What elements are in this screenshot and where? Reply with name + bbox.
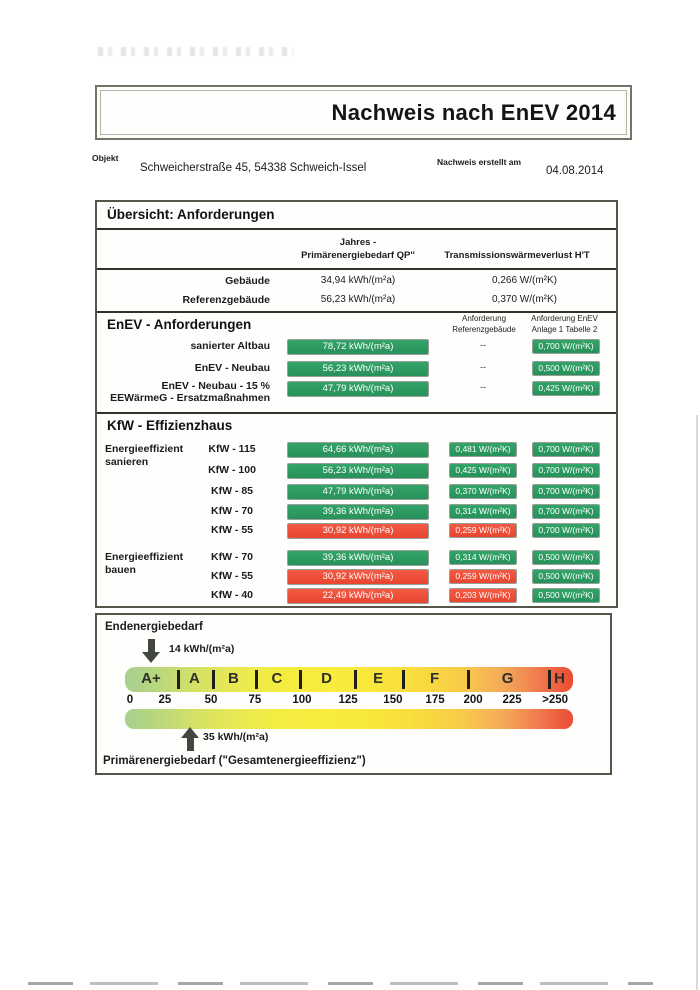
ref-dash: -- xyxy=(480,340,486,350)
objekt-label: Objekt xyxy=(92,153,119,163)
ht-value: 0,370 W/(m²K) xyxy=(491,294,557,305)
band-divider xyxy=(255,670,258,689)
band-a: A xyxy=(189,670,200,687)
band-divider xyxy=(467,670,470,689)
primaerenergiebedarf-label: Primärenergiebedarf ("Gesamtenergieeffizienz") xyxy=(103,755,366,767)
row-label xyxy=(97,380,270,404)
divider-line xyxy=(97,412,616,414)
anlage-badge: 0,700 W/(m²K) xyxy=(533,505,599,518)
scan-bottom-artifact xyxy=(28,982,653,985)
tick-100: 100 xyxy=(292,694,312,706)
qp-value-bar: 30,92 kWh/(m²a) xyxy=(288,570,428,584)
table-row xyxy=(97,275,616,291)
qp-value-bar: 39,36 kWh/(m²a) xyxy=(288,505,428,519)
ref-dash: -- xyxy=(480,382,486,392)
enev-heading: EnEV - Anforderungen xyxy=(107,317,252,332)
arrow-stem xyxy=(148,639,155,652)
tick-125: 125 xyxy=(338,694,358,706)
group-label-line2: sanieren xyxy=(105,456,149,468)
qp-value: 34,94 kWh/(m²a) xyxy=(320,275,396,286)
tick-0: 0 xyxy=(126,694,134,706)
column-header-qp-line2: Primärenergiebedarf QP'' xyxy=(301,249,415,261)
table-row xyxy=(97,340,616,356)
band-divider xyxy=(177,670,180,689)
ht-value: 0,266 W/(m²K) xyxy=(491,275,557,286)
divider-line xyxy=(97,268,616,270)
band-c: C xyxy=(271,670,283,687)
efficiency-scale-band-bar xyxy=(125,667,573,692)
table-row xyxy=(97,294,616,310)
title-box xyxy=(95,85,632,140)
divider-line xyxy=(97,311,616,313)
qp-value-bar: 64,66 kWh/(m²a) xyxy=(288,443,428,457)
tick-175: 175 xyxy=(425,694,445,706)
subheader-anlage-line1: Anforderung EnEV xyxy=(531,314,598,323)
band-g: G xyxy=(501,670,514,687)
kfw-level-label: KfW - 70 xyxy=(211,505,253,517)
table-row xyxy=(97,382,616,410)
band-h: H xyxy=(554,670,565,687)
band-a-plus: A+ xyxy=(141,670,161,687)
table-row xyxy=(97,443,616,459)
arrow-down-icon xyxy=(142,639,160,663)
subheader-anlage-line2: Anlage 1 Tabelle 2 xyxy=(531,324,598,334)
qp-value-bar: 47,79 kWh/(m²a) xyxy=(288,485,428,499)
band-divider xyxy=(299,670,302,689)
scan-edge-line xyxy=(696,415,698,990)
tick-25: 25 xyxy=(158,694,172,706)
qp-value-bar: 39,36 kWh/(m²a) xyxy=(288,551,428,565)
column-header-qp-line1: Jahres - xyxy=(339,237,377,248)
row-label-line1: EnEV - Neubau - 15 % xyxy=(161,380,270,392)
column-header-ht: Transmissionswärmeverlust H'T xyxy=(444,250,590,261)
kfw-heading: KfW - Effizienzhaus xyxy=(107,418,233,433)
anlage-badge: 0,700 W/(m²K) xyxy=(533,443,599,456)
band-divider xyxy=(354,670,357,689)
subheader-referenzgebaeude xyxy=(439,314,529,336)
band-b: B xyxy=(227,670,239,687)
ht-badge: 0,314 W/(m²K) xyxy=(450,505,516,518)
tick-150: 150 xyxy=(383,694,403,706)
energy-scale-box xyxy=(95,613,612,775)
arrow-up-icon xyxy=(181,727,199,751)
group-label-line1: Energieeffizient xyxy=(105,443,184,455)
efficiency-scale-gradient-bar xyxy=(125,709,573,729)
table-row xyxy=(97,524,616,540)
row-label: EnEV - Neubau xyxy=(194,362,270,374)
band-divider xyxy=(548,670,551,689)
band-e: E xyxy=(373,670,384,687)
primary-energy-marker-value: 35 kWh/(m²a) xyxy=(203,731,269,743)
arrow-head xyxy=(142,652,160,663)
tick-75: 75 xyxy=(248,694,262,706)
kfw-level-label: KfW - 70 xyxy=(211,551,253,563)
ht-badge: 0,203 W/(m²K) xyxy=(450,589,516,602)
table-row xyxy=(97,464,616,480)
ht-badge: 0,481 W/(m²K) xyxy=(450,443,516,456)
subheader-anlage xyxy=(517,314,612,336)
anlage-badge: 0,700 W/(m²K) xyxy=(533,524,599,537)
table-row xyxy=(97,570,616,586)
qp-value-bar: 56,23 kWh/(m²a) xyxy=(288,464,428,478)
qp-value-bar: 78,72 kWh/(m²a) xyxy=(288,340,428,354)
anlage-badge: 0,425 W/(m²K) xyxy=(533,382,599,395)
table-row xyxy=(97,362,616,378)
created-at-date: 04.08.2014 xyxy=(546,165,604,177)
qp-value-bar: 56,23 kWh/(m²a) xyxy=(288,362,428,376)
kfw-level-label: KfW - 40 xyxy=(211,589,253,601)
created-at-label: Nachweis erstellt am xyxy=(437,157,522,167)
anlage-badge: 0,500 W/(m²K) xyxy=(533,570,599,583)
tick-200: 200 xyxy=(463,694,483,706)
arrow-head xyxy=(181,727,199,738)
tick-250plus: >250 xyxy=(542,694,569,706)
divider-line xyxy=(97,228,616,230)
qp-value-bar: 30,92 kWh/(m²a) xyxy=(288,524,428,538)
ht-badge: 0,425 W/(m²K) xyxy=(450,464,516,477)
anlage-badge: 0,700 W/(m²K) xyxy=(533,464,599,477)
tick-225: 225 xyxy=(502,694,522,706)
anlage-badge: 0,700 W/(m²K) xyxy=(533,485,599,498)
endenergiebedarf-label: Endenergiebedarf xyxy=(105,621,203,633)
ht-badge: 0,259 W/(m²K) xyxy=(450,524,516,537)
document-title: Nachweis nach EnEV 2014 xyxy=(331,99,616,125)
row-label: Gebäude xyxy=(225,275,270,287)
kfw-level-label: KfW - 55 xyxy=(211,570,253,582)
faint-scan-text xyxy=(98,47,293,56)
subheader-ref-line1: Anforderung xyxy=(461,314,507,323)
subheader-ref-line2: Referenzgebäude xyxy=(452,324,516,334)
tick-50: 50 xyxy=(204,694,218,706)
ht-badge: 0,259 W/(m²K) xyxy=(450,570,516,583)
qp-value: 56,23 kWh/(m²a) xyxy=(320,294,396,305)
arrow-stem xyxy=(187,738,194,751)
objekt-address: Schweicherstraße 45, 54338 Schweich-Issel xyxy=(140,162,367,174)
anlage-badge: 0,500 W/(m²K) xyxy=(533,362,599,375)
band-f: F xyxy=(429,670,440,687)
kfw-level-label: KfW - 85 xyxy=(211,485,253,497)
qp-value-bar: 47,79 kWh/(m²a) xyxy=(288,382,428,396)
table-row xyxy=(97,485,616,501)
ht-badge: 0,314 W/(m²K) xyxy=(450,551,516,564)
ht-badge: 0,370 W/(m²K) xyxy=(450,485,516,498)
row-label: sanierter Altbau xyxy=(190,340,270,352)
kfw-level-label: KfW - 55 xyxy=(211,524,253,536)
group-label-line2: bauen xyxy=(105,564,136,576)
kfw-level-label: KfW - 100 xyxy=(208,464,256,476)
anlage-badge: 0,700 W/(m²K) xyxy=(533,340,599,353)
band-d: D xyxy=(321,670,333,687)
row-label: Referenzgebäude xyxy=(182,294,270,306)
band-divider xyxy=(402,670,405,689)
band-divider xyxy=(212,670,215,689)
overview-box xyxy=(95,200,618,608)
anlage-badge: 0,500 W/(m²K) xyxy=(533,551,599,564)
anlage-badge: 0,500 W/(m²K) xyxy=(533,589,599,602)
table-row xyxy=(97,589,616,605)
qp-value-bar: 22,49 kWh/(m²a) xyxy=(288,589,428,603)
table-row xyxy=(97,505,616,521)
table-row xyxy=(97,551,616,567)
kfw-level-label: KfW - 115 xyxy=(208,443,256,455)
scale-tick-row xyxy=(125,694,573,708)
ref-dash: -- xyxy=(480,362,486,372)
overview-heading: Übersicht: Anforderungen xyxy=(107,207,275,222)
group-label-line1: Energieeffizient xyxy=(105,551,184,563)
row-label-line2: EEWärmeG - Ersatzmaßnahmen xyxy=(110,392,270,404)
end-energy-marker-value: 14 kWh/(m²a) xyxy=(169,643,235,655)
